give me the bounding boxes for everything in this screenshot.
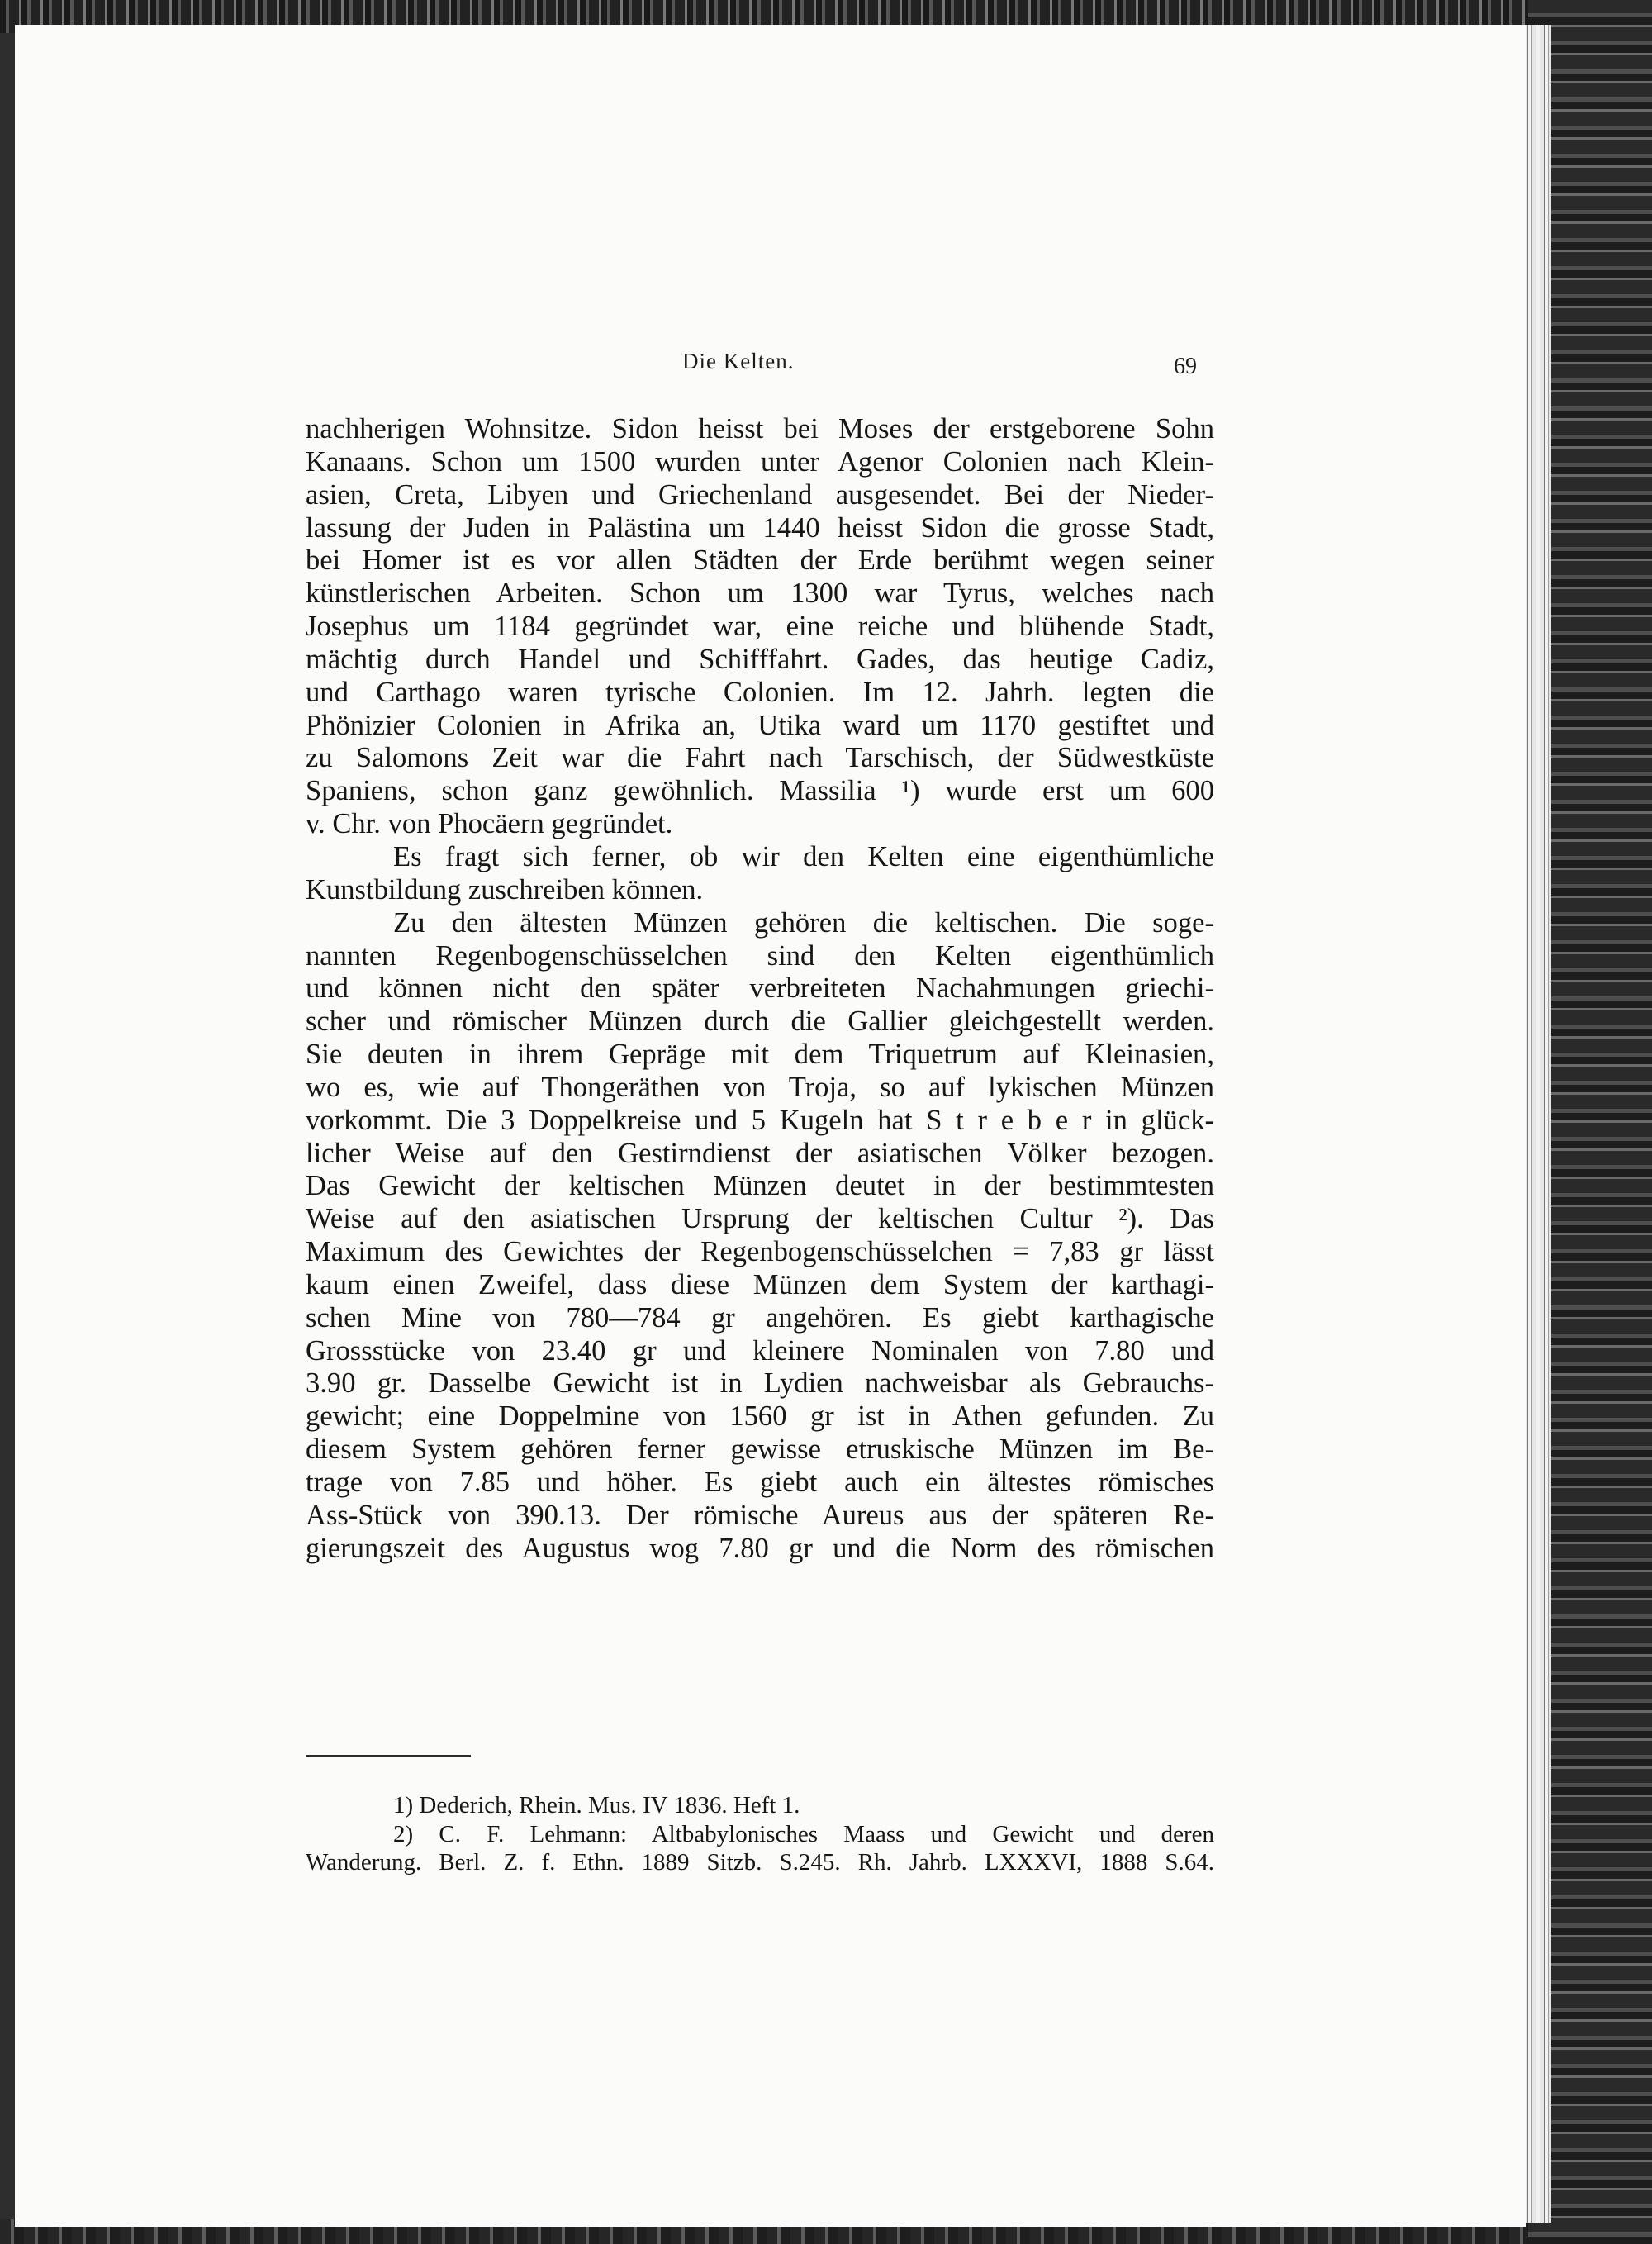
text-line: zu Salomons Zeit war die Fahrt nach Tarschisch, der Südwestküste <box>306 742 1214 774</box>
footnote-1: 1) Dederich, Rhein. Mus. IV 1836. Heft 1. <box>393 1792 800 1818</box>
text-line: Kunstbildung zuschreiben können. <box>306 873 704 906</box>
text-line: lassung der Juden in Palästina um 1440 heisst Sidon die grosse Stadt, <box>306 511 1214 544</box>
running-head-title: Die Kelten. <box>682 349 795 373</box>
text-line: diesem System gehören ferner gewisse etruskische Münzen im Be- <box>306 1433 1214 1466</box>
text-line: licher Weise auf den Gestirndienst der asiatischen Völker bezogen. <box>306 1137 1214 1169</box>
footnotes <box>306 1791 1214 1877</box>
paragraph-3 <box>306 907 1214 1566</box>
text-line: Spaniens, schon ganz gewöhnlich. Massilia ¹) wurde erst um 600 <box>306 775 1214 807</box>
paragraph-1 <box>306 413 1214 841</box>
page-number: 69 <box>1174 354 1197 379</box>
text-line: Maximum des Gewichtes der Regenbogenschüsselchen = 7,83 gr lässt <box>306 1236 1214 1268</box>
text-line: Weise auf den asiatischen Ursprung der keltischen Cultur ²). Das <box>306 1203 1214 1235</box>
text-line: nannten Regenbogenschüsselchen sind den Kelten eigenthümlich <box>306 939 1214 972</box>
footnote-2: 2) C. F. Lehmann: Altbabylonisches Maass und Gewicht und deren <box>393 1820 1214 1847</box>
text-line: Sie deuten in ihrem Gepräge mit dem Triquetrum auf Kleinasien, <box>306 1039 1214 1071</box>
text-line: v. Chr. von Phocäern gegründet. <box>306 808 673 840</box>
text-line: scher und römischer Münzen durch die Gallier gleichgestellt werden. <box>306 1006 1214 1038</box>
text-line: Das Gewicht der keltischen Münzen deutet in der bestimmtesten <box>306 1170 1214 1202</box>
text-line: und Carthago waren tyrische Colonien. Im 12. Jahrh. legten die <box>306 676 1214 708</box>
text-line: nachherigen Wohnsitze. Sidon heisst bei Moses der erstgeborene Sohn <box>306 413 1214 445</box>
book-page <box>15 25 1526 2227</box>
text-line: bei Homer ist es vor allen Städten der Erde berühmt wegen seiner <box>306 544 1214 577</box>
text-line: trage von 7.85 und höher. Es giebt auch ein ältestes römisches <box>306 1467 1214 1498</box>
text-line: vorkommt. Die 3 Doppelkreise und 5 Kugeln hat S t r e b e r in glück- <box>306 1104 1214 1136</box>
text-line: Grossstücke von 23.40 gr und kleinere Nominalen von 7.80 und <box>306 1334 1214 1367</box>
text-line: Phönizier Colonien in Afrika an, Utika ward um 1170 gestiftet und <box>306 709 1214 741</box>
text-line: schen Mine von 780—784 gr angehören. Es giebt karthagische <box>306 1301 1214 1334</box>
text-line: Josephus um 1184 gegründet war, eine reiche und blühende Stadt, <box>306 611 1214 643</box>
text-line: Kanaans. Schon um 1500 wurden unter Agenor Colonien nach Klein- <box>306 445 1214 478</box>
text-line: Ass-Stück von 390.13. Der römische Aureus aus der späteren Re- <box>306 1499 1214 1531</box>
text-line: gewicht; eine Doppelmine von 1560 gr ist in Athen gefunden. Zu <box>306 1400 1214 1433</box>
body-text <box>306 413 1214 1566</box>
text-line: und können nicht den später verbreiteten Nachahmungen griechi- <box>306 972 1214 1005</box>
text-line: 3.90 gr. Dasselbe Gewicht ist in Lydien nachweisbar als Gebrauchs- <box>306 1367 1214 1400</box>
text-line: wo es, wie auf Thongeräthen von Troja, so auf lykischen Münzen <box>306 1071 1214 1103</box>
text-line: Zu den ältesten Münzen gehören die keltischen. Die soge- <box>393 906 1214 939</box>
text-line: asien, Creta, Libyen und Griechenland ausgesendet. Bei der Nieder- <box>306 478 1214 511</box>
text-line: künstlerischen Arbeiten. Schon um 1300 war Tyrus, welches nach <box>306 578 1214 610</box>
text-line: Es fragt sich ferner, ob wir den Kelten eine eigenthümliche <box>393 840 1214 872</box>
text-line: mächtig durch Handel und Schifffahrt. Gades, das heutige Cadiz, <box>306 643 1214 675</box>
paragraph-2 <box>306 841 1214 907</box>
text-line: kaum einen Zweifel, dass diese Münzen dem System der karthagi- <box>306 1268 1214 1300</box>
footnote-2-continued: Wanderung. Berl. Z. f. Ethn. 1889 Sitzb. S.245. Rh. Jahrb. LXXXVI, 1888 S.64. <box>306 1849 1214 1876</box>
text-line: gierungszeit des Augustus wog 7.80 gr und die Norm des römischen <box>306 1532 1214 1564</box>
footnote-divider <box>306 1755 471 1757</box>
